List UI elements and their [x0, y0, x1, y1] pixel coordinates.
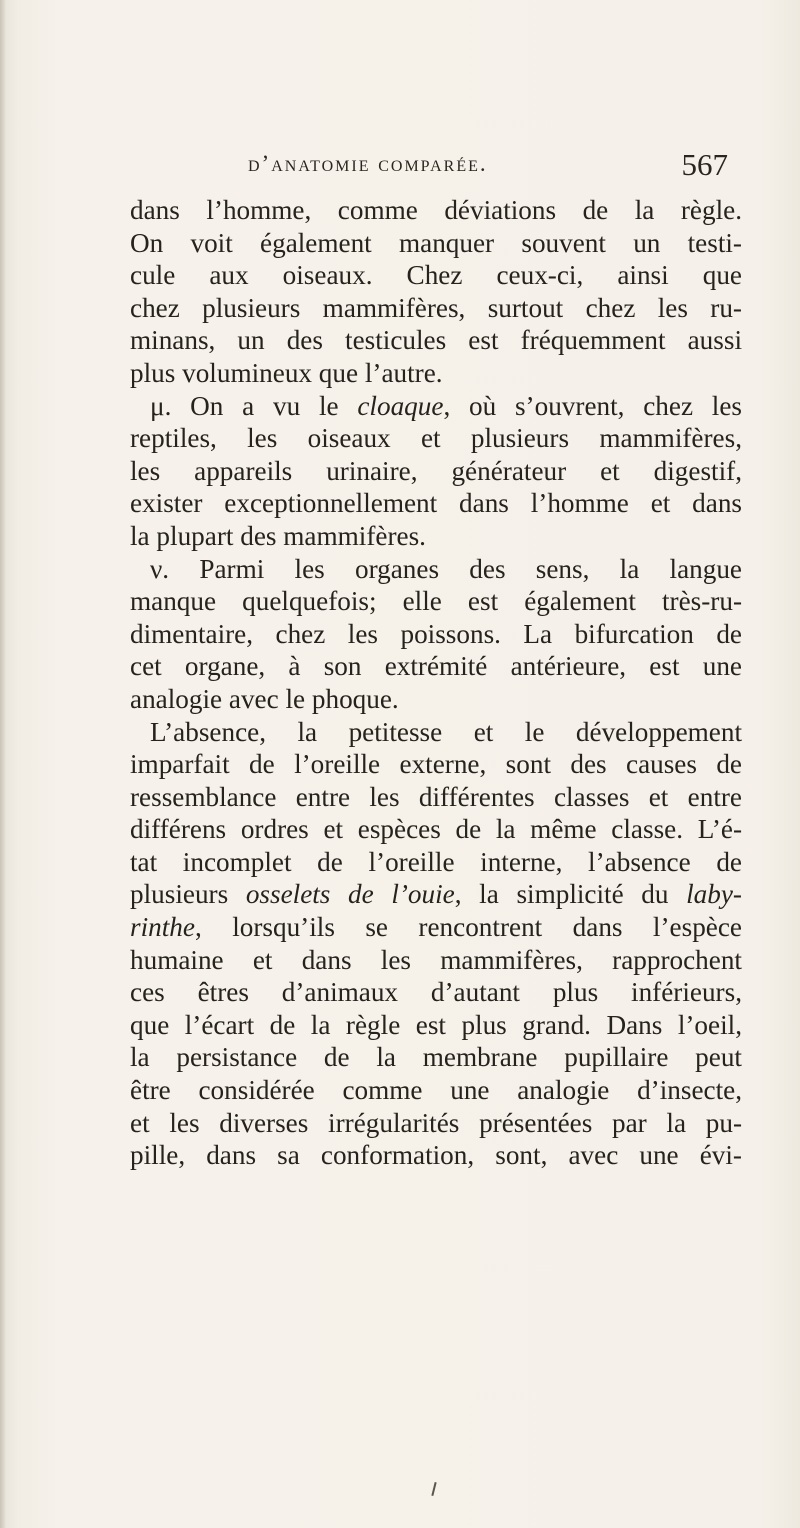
text-line [130, 357, 742, 390]
text-segment: , la simplicité du [454, 879, 687, 910]
text-segment: On voit également manquer souvent un testi- [130, 227, 742, 258]
text-line [130, 553, 742, 586]
text-line [130, 683, 742, 716]
body-text [130, 194, 742, 1172]
text-segment: , lorsqu’ils se rencontrent dans l’espèce [194, 912, 742, 943]
italic-term: laby- [686, 879, 742, 910]
text-segment: plus volumineux que l’autre. [130, 357, 443, 388]
text-line [130, 585, 742, 618]
text-line [130, 650, 742, 683]
text-segment: ν. Parmi les organes des sens, la langue [150, 553, 742, 584]
text-segment: minans, un des testicules est fréquemment aussi [130, 325, 742, 356]
text-segment: la persistance de la membrane pupillaire peut [130, 1042, 742, 1073]
text-segment: dimentaire, chez les poissons. La bifurcation de [130, 618, 742, 649]
text-line [130, 716, 742, 749]
text-segment: dans l’homme, comme déviations de la règle. [130, 195, 742, 225]
text-line [130, 846, 742, 879]
text-line [130, 487, 742, 520]
running-title: d’anatomie comparée. [248, 151, 488, 176]
text-line [130, 1139, 742, 1172]
text-line [130, 1041, 742, 1074]
italic-term: rinthe [130, 912, 195, 943]
text-segment: cule aux oiseaux. Chez ceux-ci, ainsi que [130, 260, 742, 291]
text-segment: pille, dans sa conformation, sont, avec une évi- [130, 1140, 742, 1171]
text-line [130, 944, 742, 977]
text-line [130, 227, 742, 260]
text-line [130, 390, 742, 423]
text-line [130, 1107, 742, 1140]
italic-term: cloaque [357, 390, 444, 421]
text-line [130, 781, 742, 814]
text-segment: les appareils urinaire, générateur et digestif, [130, 455, 742, 486]
text-line [130, 292, 742, 325]
text-line [130, 878, 742, 911]
text-segment: tat incomplet de l’oreille interne, l’absence de [130, 846, 742, 877]
italic-term: osselets de l’ouie [245, 879, 455, 910]
text-segment: , où s’ouvrent, chez les [443, 390, 742, 421]
page-gutter-shadow [0, 0, 6, 1528]
text-segment: chez plusieurs mammifères, surtout chez les ru- [130, 292, 742, 323]
text-segment: être considérée comme une analogie d’insecte, [130, 1075, 742, 1106]
text-segment: analogie avec le phoque. [130, 683, 399, 714]
stray-ink-mark [431, 1482, 436, 1496]
text-line [130, 422, 742, 455]
text-line [130, 813, 742, 846]
text-segment: ressemblance entre les différentes classes et entre [130, 781, 742, 812]
text-line [130, 911, 742, 944]
text-line [130, 748, 742, 781]
text-line [130, 194, 742, 227]
text-segment: la plupart des mammifères. [130, 520, 426, 551]
text-line [130, 976, 742, 1009]
text-segment: plusieurs [130, 879, 246, 910]
text-segment: manque quelquefois; elle est également très-ru- [130, 586, 742, 617]
text-segment: reptiles, les oiseaux et plusieurs mammifères, [130, 423, 742, 454]
text-line [130, 259, 742, 292]
text-segment: imparfait de l’oreille externe, sont des causes de [130, 749, 742, 780]
text-line [130, 618, 742, 651]
page-number: 567 [681, 147, 728, 182]
text-segment: que l’écart de la règle est plus grand. Dans l’oeil, [130, 1009, 742, 1040]
text-line [130, 520, 742, 553]
page-header [248, 147, 728, 187]
text-segment: et les diverses irrégularités présentées par la pu- [130, 1107, 742, 1138]
text-segment: cet organe, à son extrémité antérieure, est une [130, 651, 742, 682]
text-line [130, 1074, 742, 1107]
text-line [130, 1009, 742, 1042]
text-segment: humaine et dans les mammifères, rapprochent [130, 944, 742, 975]
text-segment: différens ordres et espèces de la même classe. L’é- [130, 814, 742, 845]
text-segment: exister exceptionnellement dans l’homme et dans [130, 488, 742, 519]
text-line [130, 455, 742, 488]
text-line [130, 324, 742, 357]
text-segment: ces êtres d’animaux d’autant plus inférieurs, [130, 977, 742, 1008]
text-segment: μ. On a vu le [150, 390, 358, 421]
text-segment: L’absence, la petitesse et le développement [150, 716, 742, 747]
